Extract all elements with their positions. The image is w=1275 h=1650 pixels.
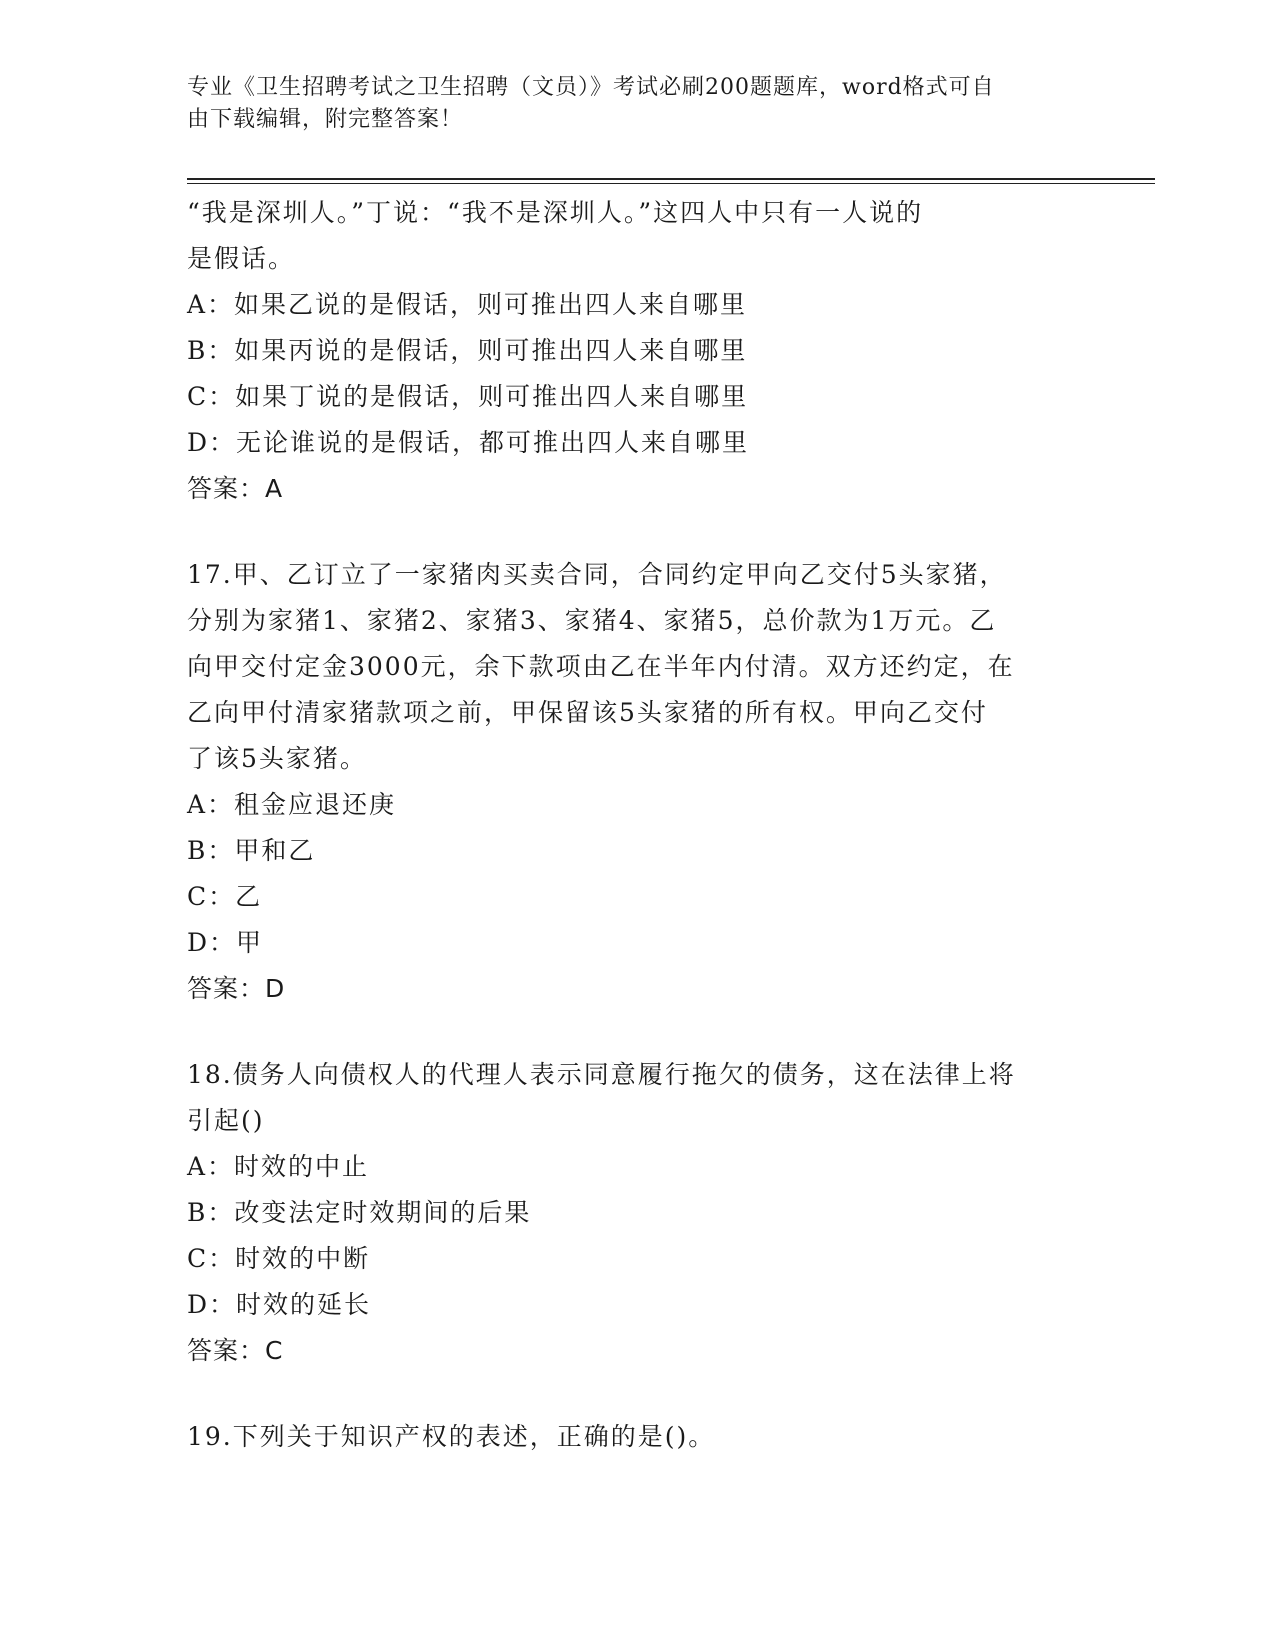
spacer: [187, 1374, 1087, 1414]
option-d: D：甲: [187, 928, 264, 957]
question-text-line: 乙向甲付清家猪款项之前，甲保留该5头家猪的所有权。甲向乙交付: [187, 698, 988, 727]
option-d: D：时效的延长: [187, 1290, 372, 1319]
question-text-line: 了该5头家猪。: [187, 744, 367, 773]
document-body: [187, 190, 1087, 1460]
question-text-line: 18.债务人向债权人的代理人表示同意履行拖欠的债务，这在法律上将: [187, 1060, 1016, 1089]
option-b: B：改变法定时效期间的后果: [187, 1198, 532, 1227]
question-18: [187, 1052, 1087, 1374]
header-line-2: 由下载编辑，附完整答案！: [187, 107, 464, 132]
option-b: B：如果丙说的是假话，则可推出四人来自哪里: [187, 336, 748, 365]
header-divider-thick: [187, 178, 1155, 180]
option-c: C：时效的中断: [187, 1244, 371, 1273]
option-a: A：租金应退还庚: [187, 790, 397, 819]
option-c: C：乙: [187, 882, 263, 911]
question-17: [187, 552, 1087, 1012]
question-text-line: 是假话。: [187, 244, 296, 273]
question-text-line: 17.甲、乙订立了一家猪肉买卖合同，合同约定甲向乙交付5头家猪，: [187, 560, 1007, 589]
question-19: [187, 1414, 1087, 1460]
question-text-line: “我是深圳人。”丁说：“我不是深圳人。”这四人中只有一人说的: [187, 198, 924, 227]
option-b: B：甲和乙: [187, 836, 316, 865]
question-text-line: 分别为家猪1、家猪2、家猪3、家猪4、家猪5，总价款为1万元。乙: [187, 606, 997, 635]
header-line-1: 专业《卫生招聘考试之卫生招聘（文员）》考试必刷200题题库，word格式可自: [187, 75, 995, 100]
question-text-line: 19.下列关于知识产权的表述，正确的是()。: [187, 1422, 716, 1451]
spacer: [187, 1012, 1087, 1052]
question-text-line: 向甲交付定金3000元，余下款项由乙在半年内付清。双方还约定，在: [187, 652, 1015, 681]
question-16: [187, 190, 1087, 512]
document-header: [187, 72, 1087, 136]
option-a: A：如果乙说的是假话，则可推出四人来自哪里: [187, 290, 748, 319]
header-divider-thin: [187, 183, 1155, 184]
option-a: A：时效的中止: [187, 1152, 370, 1181]
answer-line: 答案：C: [187, 1336, 284, 1365]
question-text-line: 引起(): [187, 1106, 265, 1135]
option-d: D：无论谁说的是假话，都可推出四人来自哪里: [187, 428, 750, 457]
spacer: [187, 512, 1087, 552]
answer-line: 答案：D: [187, 974, 286, 1003]
answer-line: 答案：A: [187, 474, 284, 503]
option-c: C：如果丁说的是假话，则可推出四人来自哪里: [187, 382, 749, 411]
